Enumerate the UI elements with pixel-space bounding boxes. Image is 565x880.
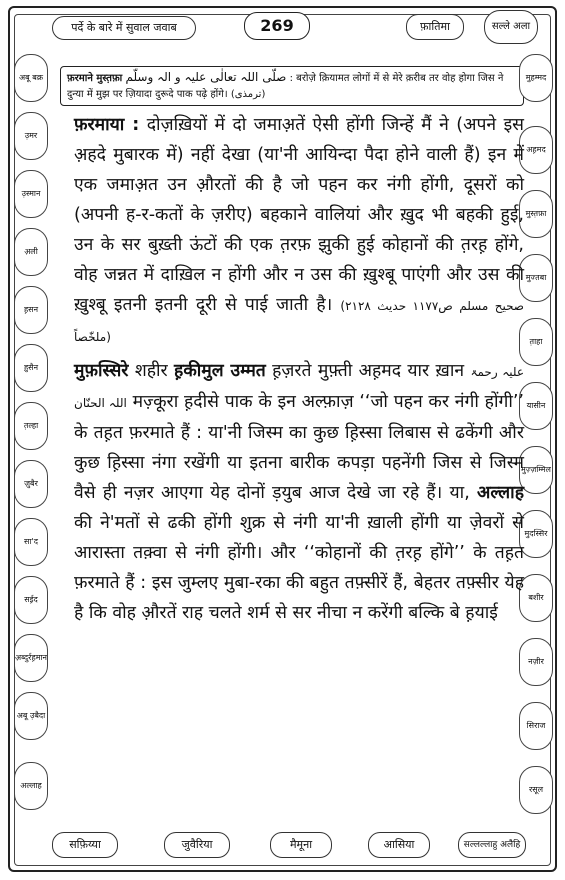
footer-name-badge: सफ़िय्या <box>52 832 118 858</box>
highlight-allah: अल्लाह <box>477 483 524 503</box>
hadith-label: फ़रमाने मुस्त़फ़ा <box>67 73 123 84</box>
side-ornament-right: अह़मद <box>519 126 553 174</box>
chapter-title-badge: पर्दे के बारे में सुवाल जवाब <box>52 16 196 40</box>
page-number: 269 <box>244 12 310 40</box>
hadith-arabic: صلّی اللہ تعالٰی علیہ و الہ وسلّم <box>125 70 287 84</box>
side-ornament-left: अ़ब्दुर्रह़मान <box>14 634 48 682</box>
side-ornament-left: त़ल्हा <box>14 402 48 450</box>
footer-name-badge: जुवैरिया <box>164 832 230 858</box>
paragraph-commentary <box>74 356 524 628</box>
hadith-reference: (صحیح مسلم ص۱۱۷۷ حدیث ۲۱۲۸ ملخّصاً) <box>74 299 524 344</box>
paragraph-label: फ़रमाया : <box>74 115 140 135</box>
side-ornament-right: मुस्त़फ़ा <box>519 190 553 238</box>
highlight-mufassir: मुफ़स्सिरे <box>74 361 129 381</box>
side-ornament-left: उ़मर <box>14 112 48 160</box>
footer-corner-badge: सल्लल्लाहु अलैहि <box>458 832 526 858</box>
paragraph-hadith <box>74 110 524 352</box>
paragraph-text: दोज़ख़ियों में दो जमाअ़तें ऐसी होंगी जिन्हें मैं ने (अपने इस अ़हदे मुबारक में) नहीं देखा (या'नी आयिन्दा पैदा होने वाली हैं) इन में एक जमाअ़त उन औ़रतों की है जो पहन कर नंगी होंगी, दूसरों को (अपनी ह-र-कतों के ज़रीए) बहकाने वालियां और ख़ुद भी बहकी हुई, उन के सर बुख़्ती ऊंटों की एक त़रफ़ झुकी हुई कोहानों की त़रह़ होंगे, वोह जन्नत में दाख़िल न होंगी और न उस की ख़ुश्बू पाएंगी और उस की ख़ुश्बू इतनी इतनी दूरी से पाई जाती है। <box>74 115 524 315</box>
paragraph-text: मज़्कूरा ह़दीसे पाक के इन अल्फ़ाज़ ‘‘जो पहन कर नंगी होंगी’’ के तह़त फ़रमाते हैं : या'नी जिस्म का कुछ ह़िस्सा लिबास से ढकेंगी और कुछ ह़िस्सा नंगा रखेंगी या इतना बारीक कपड़ा पहनेंगी जिस से जिस्म वैसे ही नज़र आएगा येह दोनों ड़युब आज देखे जा रहे हैं। या, <box>74 392 524 503</box>
corner-ornament: सल्ले अला <box>484 10 538 44</box>
side-ornament-right: मुज्तबा <box>519 254 553 302</box>
highlight-hakimul-ummat: ह़कीमुल उम्मत <box>174 361 266 381</box>
footer-name-badge: आसिया <box>368 832 430 858</box>
hadith-text: : बरोज़े क़ियामत लोगों में से मेरे क़रीब तर वोह होगा जिस ने दुन्या में मुझ पर ज़ियादा दुरूदे पाक पढ़े होंगे। (ترمذی) <box>67 73 504 100</box>
side-ornament-right: मुदस्सिर <box>519 510 553 558</box>
side-ornament-left: अबू बक्र <box>14 54 48 102</box>
side-ornament-right: नज़ीर <box>519 638 553 686</box>
side-ornament-left: सई़द <box>14 576 48 624</box>
side-ornament-left: उ़स्मान <box>14 170 48 218</box>
side-ornament-right: मुज़्ज़म्मिल <box>519 446 553 494</box>
side-ornament-left: ह़सन <box>14 286 48 334</box>
side-ornament-right: सिराज <box>519 702 553 750</box>
side-ornament-left: अल्लाह <box>14 762 48 810</box>
side-ornament-left: अबू उ़बैदा <box>14 692 48 740</box>
side-ornament-right: यासीन <box>519 382 553 430</box>
side-ornament-left: ज़ुबैर <box>14 460 48 508</box>
side-ornament-right: मुहम्मद <box>519 54 553 102</box>
side-ornament-left: अ़ली <box>14 228 48 276</box>
header-name-badge: फ़ातिमा <box>406 14 464 40</box>
paragraph-text: शहीर <box>134 361 168 381</box>
arabic-honorific: علیہ رحمۃ اللہ الحنّان <box>74 365 524 410</box>
paragraph-text: की ने'मतों से ढकी होंगी शुक्र से नंगी या'नी ख़ाली होंगी या ज़ेवरों से आरास्ता तक़्वा से नंगी होंगी। और ‘‘कोहानों की त़रह़ होंगे’’ के तह़त फ़रमाते हैं : इस जुम्लए मुबा-रका की बहुत तफ़्सीरें हैं, बेहतर तफ़्सीर येह है कि वोह औ़रतें राह चलते शर्म से सर नीचा न करेंगी बल्कि बे ह़याई <box>74 513 524 623</box>
paragraph-text: ह़ज़रते मुफ़्ती अह़मद यार ख़ान <box>272 361 465 381</box>
side-ornament-right: त़ाहा <box>519 318 553 366</box>
side-ornament-left: ह़ुसैन <box>14 344 48 392</box>
hadith-banner <box>60 66 524 106</box>
side-ornament-right: बशीर <box>519 574 553 622</box>
footer-name-badge: मैमूना <box>270 832 332 858</box>
side-ornament-left: सा'द <box>14 518 48 566</box>
main-text <box>74 110 524 628</box>
side-ornament-right: रसूल <box>519 766 553 814</box>
